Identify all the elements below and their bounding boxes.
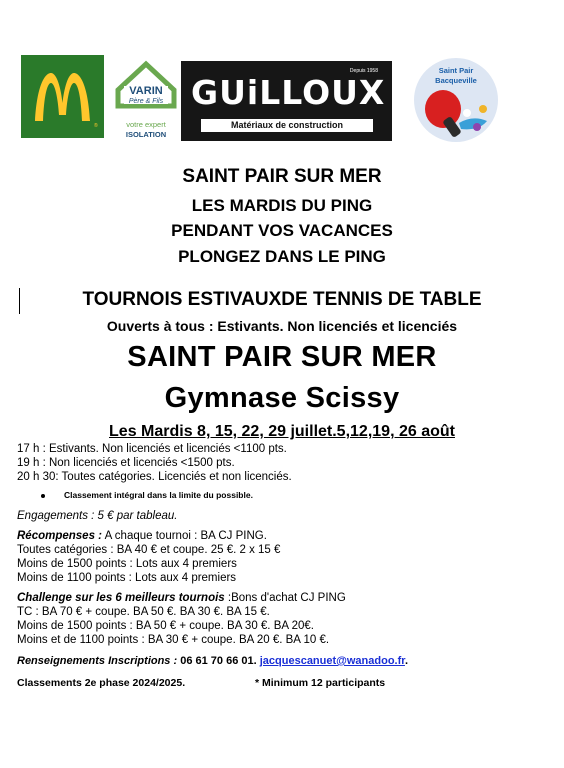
rewards-under-1500: Moins de 1500 points : Lots aux 4 premiers <box>17 558 237 570</box>
challenge-under-1100: Moins et de 1100 points : BA 30 € + coupe. BA 20 €. BA 10 €. <box>17 634 330 646</box>
rewards-all-categories: Toutes catégories : BA 40 € et coupe. 25 €. 2 x 15 € <box>17 544 281 556</box>
schedule-19h: 19 h : Non licenciés et licenciés <1500 pts. <box>17 457 235 469</box>
rewards-under-1100: Moins de 1100 points : Lots aux 4 premiers <box>17 572 237 584</box>
heading-ouverts: Ouverts à tous : Estivants. Non licenciés et licenciés <box>106 318 458 334</box>
heading-vacances: PENDANT VOS VACANCES <box>171 221 393 240</box>
varin-logo <box>114 58 178 142</box>
svg-text:®: ® <box>94 123 98 129</box>
engagements: Engagements : 5 € par tableau. <box>17 510 178 522</box>
heading-plongez: PLONGEZ DANS LE PING <box>178 247 386 266</box>
club-name-1: Saint Pair <box>438 66 474 75</box>
contact-end: . <box>404 655 409 667</box>
rewards-text: A chaque tournoi : BA CJ PING. <box>102 530 267 542</box>
varin-tagline: votre expert <box>126 120 166 129</box>
mcdonalds-logo <box>21 55 104 138</box>
heading-location-town: SAINT PAIR SUR MER <box>127 341 437 373</box>
challenge-tc: TC : BA 70 € + coupe. BA 50 €. BA 30 €. BA 15 €. <box>17 606 270 618</box>
varin-name: VARIN <box>129 85 163 97</box>
club-name-2: Bacqueville <box>435 76 477 85</box>
guilloux-since: Depuis 1958 <box>349 68 378 74</box>
heading-mardis: LES MARDIS DU PING <box>191 196 373 215</box>
contact-phone: 06 61 70 66 01. <box>177 655 260 667</box>
challenge-text: :Bons d'achat CJ PING <box>224 592 346 604</box>
club-logo <box>413 57 499 143</box>
heading-gymnase: Gymnase Scissy <box>164 382 400 414</box>
challenge-under-1500: Moins de 1500 points : BA 50 € + coupe. BA 30 €. BA 20€. <box>17 620 314 632</box>
guilloux-name: GUiLLOUX <box>191 73 386 112</box>
schedule-20h30: 20 h 30: Toutes catégories. Licenciés et non licenciés. <box>17 471 292 483</box>
rewards-label: Récompenses : <box>17 530 103 542</box>
contact-label: Renseignements Inscriptions : <box>17 655 178 667</box>
varin-isolation: ISOLATION <box>125 130 167 139</box>
challenge-label: Challenge sur les 6 meilleurs tournois <box>17 592 225 604</box>
footer-minimum: * Minimum 12 participants <box>255 677 386 689</box>
contact-line <box>17 655 408 667</box>
contact-email-link[interactable]: jacquescanuet@wanadoo.fr <box>259 655 405 667</box>
heading-dates: Les Mardis 8, 15, 22, 29 juillet.5,12,19, 26 août <box>109 423 455 440</box>
classement-note: Classement intégral dans la limite du possible. <box>64 490 253 500</box>
footer-classements: Classements 2e phase 2024/2025. <box>17 677 186 689</box>
varin-sub: Père & Fils <box>128 98 164 105</box>
schedule-17h: 17 h : Estivants. Non licenciés et licenciés <1100 pts. <box>17 443 287 455</box>
guilloux-subtitle: Matériaux de construction <box>201 119 373 132</box>
bullet-icon <box>41 494 45 498</box>
rewards-line <box>17 530 267 542</box>
guilloux-logo <box>181 61 392 141</box>
challenge-line <box>17 592 346 604</box>
heading-town: SAINT PAIR SUR MER <box>182 166 382 187</box>
heading-tournois: TOURNOIS ESTIVAUXDE TENNIS DE TABLE <box>82 289 482 310</box>
